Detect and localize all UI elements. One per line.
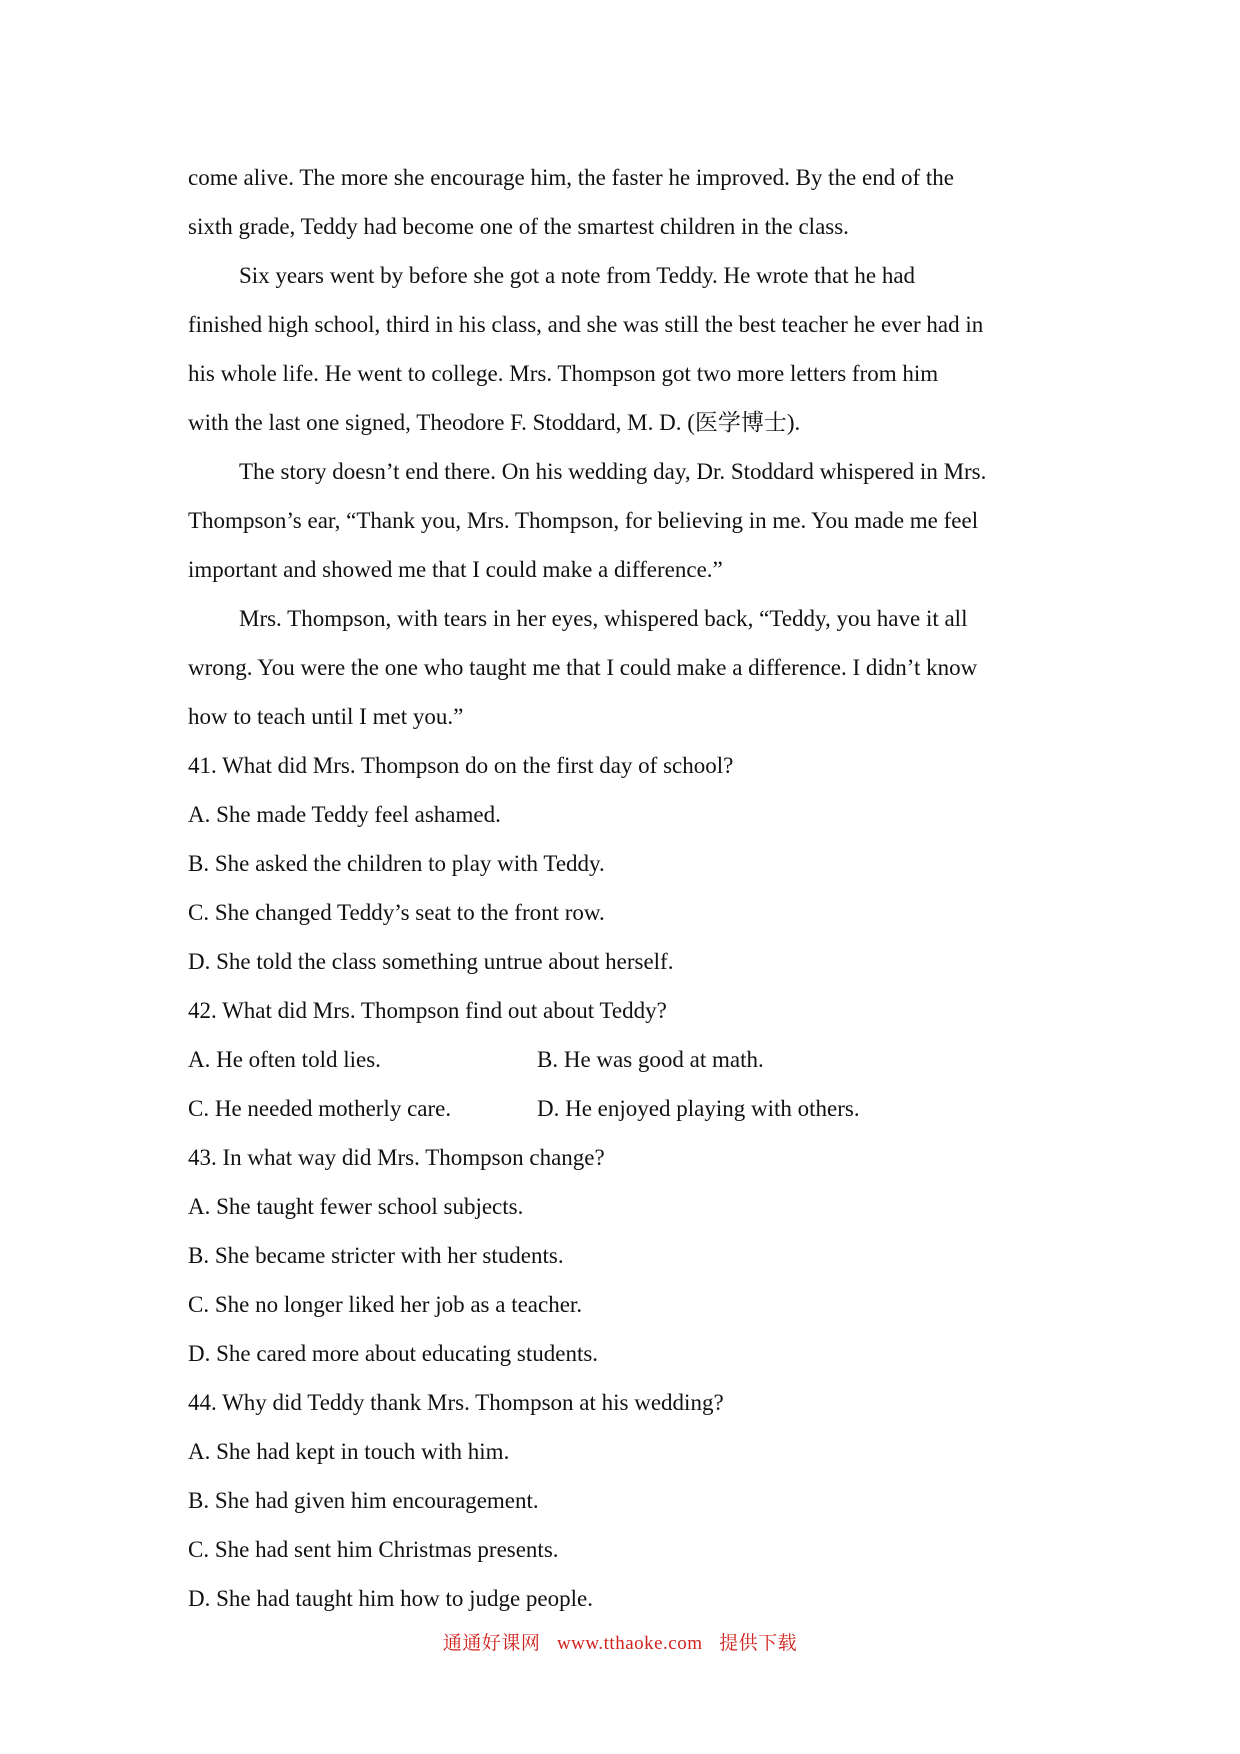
answer-option: D. She had taught him how to judge people. — [188, 1586, 593, 1611]
passage-line: The story doesn’t end there. On his wedding day, Dr. Stoddard whispered in Mrs. — [239, 459, 987, 484]
question-42 — [188, 986, 1068, 1133]
answer-option: B. She became stricter with her students. — [188, 1243, 564, 1268]
answer-option: C. She no longer liked her job as a teacher. — [188, 1292, 583, 1317]
footer-site-name: 通通好课网 — [442, 1632, 541, 1654]
question-43 — [188, 1133, 1068, 1378]
passage-line: his whole life. He went to college. Mrs. Thompson got two more letters from him — [188, 361, 939, 386]
answer-option: A. She taught fewer school subjects. — [188, 1194, 524, 1219]
passage-line: with the last one signed, Theodore F. Stoddard, M. D. (医学博士). — [188, 410, 801, 435]
passage-line: Six years went by before she got a note from Teddy. He wrote that he had — [239, 263, 916, 288]
answer-option: A. She had kept in touch with him. — [188, 1439, 510, 1464]
answer-option-row — [188, 1084, 1068, 1133]
answer-option: D. She told the class something untrue about herself. — [188, 949, 674, 974]
answer-option: A. He often told lies. — [188, 1047, 381, 1072]
passage-line: come alive. The more she encourage him, the faster he improved. By the end of the — [188, 165, 954, 190]
footer-suffix: 提供下载 — [719, 1632, 798, 1654]
passage-line: Mrs. Thompson, with tears in her eyes, whispered back, “Teddy, you have it all — [239, 606, 968, 631]
question-44 — [188, 1378, 1068, 1623]
footer-url-link[interactable]: www.tthaoke.com — [556, 1633, 703, 1654]
answer-option: D. She cared more about educating students. — [188, 1341, 599, 1366]
answer-option: C. He needed motherly care. — [188, 1096, 452, 1121]
passage — [188, 153, 1068, 741]
answer-option-row — [188, 1035, 1068, 1084]
question-stem: 42. What did Mrs. Thompson find out about Teddy? — [188, 998, 667, 1023]
answer-option: C. She changed Teddy’s seat to the front row. — [188, 900, 605, 925]
page-footer — [0, 1628, 1240, 1655]
passage-line: sixth grade, Teddy had become one of the smartest children in the class. — [188, 214, 849, 239]
question-stem: 41. What did Mrs. Thompson do on the first day of school? — [188, 753, 734, 778]
passage-line: wrong. You were the one who taught me that I could make a difference. I didn’t know — [188, 655, 978, 680]
answer-option: B. He was good at math. — [537, 1047, 764, 1072]
document-body — [188, 153, 1068, 1623]
passage-line: finished high school, third in his class, and she was still the best teacher he ever had in — [188, 312, 984, 337]
answer-option: C. She had sent him Christmas presents. — [188, 1537, 559, 1562]
question-stem: 43. In what way did Mrs. Thompson change? — [188, 1145, 605, 1170]
passage-line: Thompson’s ear, “Thank you, Mrs. Thompson, for believing in me. You made me feel — [188, 508, 979, 533]
answer-option: B. She had given him encouragement. — [188, 1488, 539, 1513]
answer-option: A. She made Teddy feel ashamed. — [188, 802, 501, 827]
question-41 — [188, 741, 1068, 986]
passage-line: how to teach until I met you.” — [188, 704, 464, 729]
answer-option: D. He enjoyed playing with others. — [537, 1096, 860, 1121]
question-stem: 44. Why did Teddy thank Mrs. Thompson at his wedding? — [188, 1390, 724, 1415]
answer-option: B. She asked the children to play with Teddy. — [188, 851, 605, 876]
passage-line: important and showed me that I could make a difference.” — [188, 557, 723, 582]
